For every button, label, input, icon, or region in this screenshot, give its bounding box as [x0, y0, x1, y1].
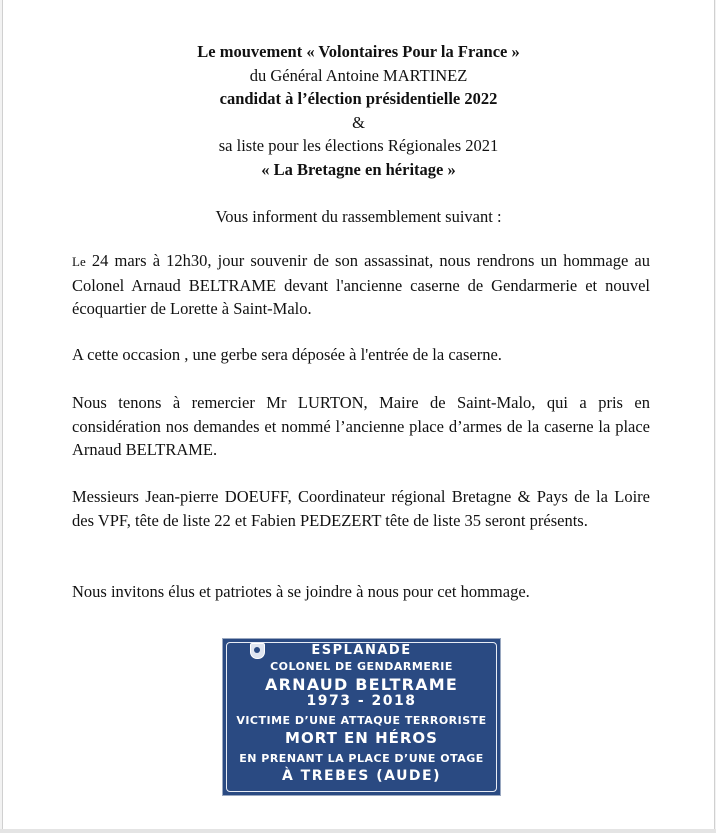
paragraph-gerbe: A cette occasion , une gerbe sera déposée à l'entrée de la caserne.	[72, 345, 502, 364]
sign-line-hero: MORT EN HÉROS	[285, 729, 438, 747]
street-sign-image	[222, 638, 501, 796]
header-list-line: sa liste pour les élections Régionales 2021	[218, 136, 499, 156]
paragraph-presents: Messieurs Jean-pierre DOEUFF, Coordinateur régional Bretagne & Pays de la Loire des VPF, tête de liste 22 et Fabien PEDEZERT tête de liste 35 seront présents.	[72, 487, 650, 530]
sign-line-hostage: EN PRENANT LA PLACE D’UNE OTAGE	[239, 752, 484, 765]
paragraph-hommage-first-word: Le	[72, 254, 86, 269]
header-candidate-line: candidat à l’élection présidentielle 2022	[219, 89, 498, 109]
sign-line-esplanade: ESPLANADE	[311, 643, 412, 658]
paragraph-hommage-text: 24 mars à 12h30, jour souvenir de son assassinat, nous rendrons un hommage au Colonel Arnaud BELTRAME devant l'ancienne caserne de Gendarmerie et nouvel écoquartier de Lorette à Saint-Malo.	[72, 251, 650, 319]
document-header	[3, 40, 714, 182]
header-movement-line: Le mouvement « Volontaires Pour la France »	[197, 42, 520, 61]
sign-line-victim: VICTIME D’UNE ATTAQUE TERRORISTE	[236, 714, 487, 727]
sign-line-name: ARNAUD BELTRAME	[265, 675, 458, 694]
sign-line-rank: COLONEL DE GENDARMERIE	[270, 660, 453, 673]
paragraph-remerciements: Nous tenons à remercier Mr LURTON, Maire de Saint-Malo, qui a pris en considération nos demandes et nommé l’ancienne place d’armes de la caserne la place Arnaud BELTRAME.	[72, 393, 650, 460]
paragraph-hommage	[72, 249, 650, 321]
paragraph-invitation: Nous invitons élus et patriotes à se joindre à nous pour cet hommage.	[72, 582, 530, 601]
sign-line-years: 1973 - 2018	[306, 693, 417, 709]
document-page	[2, 0, 715, 829]
intro-text: Vous informent du rassemblement suivant :	[215, 207, 502, 226]
header-list-title: « La Bretagne en héritage »	[261, 159, 456, 179]
page-bottom-edge	[0, 829, 716, 833]
header-general-line: du Général Antoine MARTINEZ	[249, 65, 468, 85]
header-ampersand: &	[352, 112, 365, 132]
sign-line-location: À TREBES (AUDE)	[281, 768, 442, 784]
